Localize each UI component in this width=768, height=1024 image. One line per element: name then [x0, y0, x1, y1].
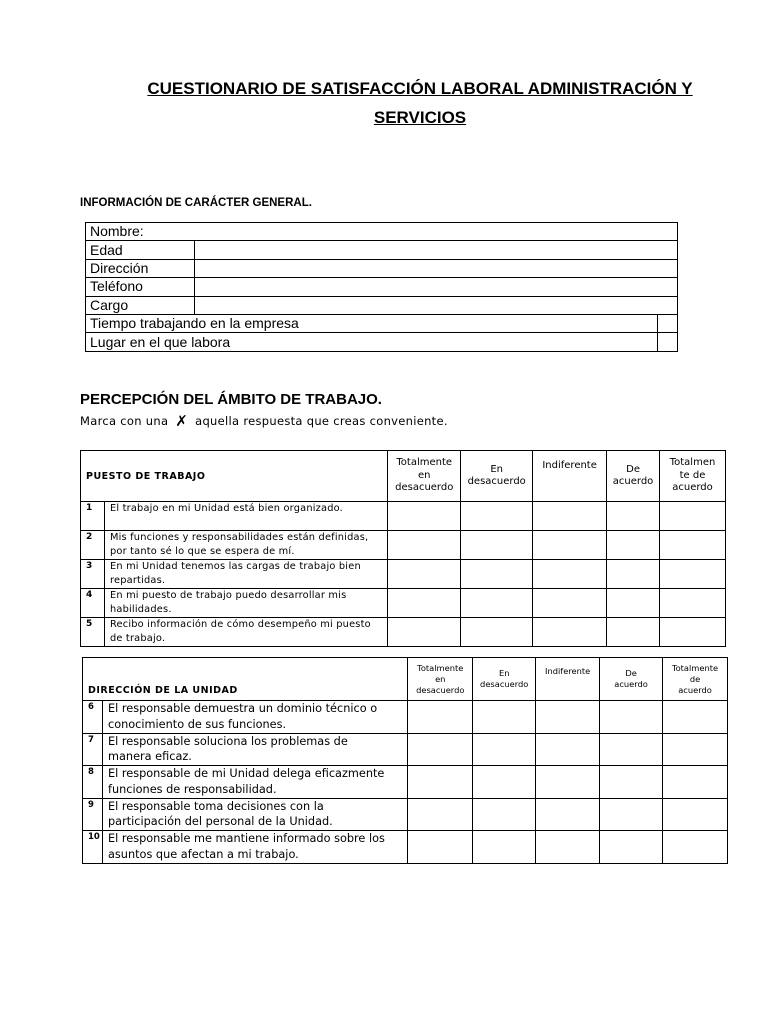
answer-cell[interactable]	[607, 531, 660, 560]
answer-cell[interactable]	[408, 798, 473, 831]
item-text: El responsable demuestra un dominio técnico o conocimiento de sus funciones.	[102, 701, 407, 734]
table-row	[81, 618, 726, 647]
item-number: 3	[81, 560, 105, 589]
answer-cell[interactable]	[660, 589, 726, 618]
field-direccion-value[interactable]	[195, 259, 678, 277]
item-number: 4	[81, 589, 105, 618]
item-number: 7	[83, 733, 103, 766]
item-number: 9	[83, 798, 103, 831]
answer-cell[interactable]	[388, 589, 461, 618]
answer-cell[interactable]	[607, 589, 660, 618]
field-nombre: Nombre:	[86, 223, 678, 241]
table-row	[83, 733, 728, 766]
instruction-before: Marca con una	[80, 414, 169, 428]
answer-cell[interactable]	[408, 831, 473, 864]
field-edad-label: Edad	[86, 241, 195, 259]
answer-cell[interactable]	[533, 502, 607, 531]
answer-cell[interactable]	[536, 701, 600, 734]
general-info-heading: INFORMACIÓN DE CARÁCTER GENERAL.	[80, 197, 312, 209]
table-row	[83, 766, 728, 799]
field-tiempo-value[interactable]	[658, 314, 678, 332]
instruction-text	[80, 414, 448, 428]
answer-cell[interactable]	[533, 589, 607, 618]
item-text: En mi puesto de trabajo puedo desarrollar mis habilidades.	[104, 589, 387, 618]
item-text: El responsable de mi Unidad delega eficazmente funciones de responsabilidad.	[102, 766, 407, 799]
direccion-section-title: DIRECCIÓN DE LA UNIDAD	[83, 658, 408, 701]
answer-cell[interactable]	[600, 701, 663, 734]
direccion-col-header: Totalmente en desacuerdo	[408, 658, 473, 701]
item-number: 10	[83, 831, 103, 864]
perception-heading: PERCEPCIÓN DEL ÁMBITO DE TRABAJO.	[80, 391, 382, 408]
item-number: 6	[83, 701, 103, 734]
item-text: El responsable toma decisiones con la participación del personal de la Unidad.	[102, 798, 407, 831]
answer-cell[interactable]	[536, 798, 600, 831]
table-row	[81, 589, 726, 618]
field-telefono-value[interactable]	[195, 278, 678, 296]
puesto-section-title: PUESTO DE TRABAJO	[81, 451, 388, 502]
answer-cell[interactable]	[660, 502, 726, 531]
answer-cell[interactable]	[607, 502, 660, 531]
answer-cell[interactable]	[461, 502, 533, 531]
answer-cell[interactable]	[600, 798, 663, 831]
answer-cell[interactable]	[408, 701, 473, 734]
answer-cell[interactable]	[607, 618, 660, 647]
item-number: 1	[81, 502, 105, 531]
document-title-line-1: CUESTIONARIO DE SATISFACCIÓN LABORAL ADMINISTRACIÓN Y	[147, 79, 693, 98]
puesto-col-header: Totalmente en desacuerdo	[388, 451, 461, 502]
answer-cell[interactable]	[536, 766, 600, 799]
direccion-table	[82, 657, 728, 864]
answer-cell[interactable]	[388, 502, 461, 531]
answer-cell[interactable]	[461, 618, 533, 647]
answer-cell[interactable]	[473, 798, 536, 831]
answer-cell[interactable]	[600, 733, 663, 766]
table-row	[83, 831, 728, 864]
instruction-after: aquella respuesta que creas conveniente.	[195, 414, 448, 428]
table-row	[83, 798, 728, 831]
field-direccion-label: Dirección	[86, 259, 195, 277]
answer-cell[interactable]	[473, 766, 536, 799]
item-number: 8	[83, 766, 103, 799]
item-text: El responsable me mantiene informado sobre los asuntos que afectan a mi trabajo.	[102, 831, 407, 864]
answer-cell[interactable]	[461, 531, 533, 560]
item-text: Mis funciones y responsabilidades están definidas, por tanto sé lo que se espera de mí.	[104, 531, 387, 560]
item-number: 5	[81, 618, 105, 647]
answer-cell[interactable]	[461, 560, 533, 589]
answer-cell[interactable]	[473, 701, 536, 734]
answer-cell[interactable]	[663, 733, 728, 766]
field-cargo-value[interactable]	[195, 296, 678, 314]
answer-cell[interactable]	[388, 531, 461, 560]
answer-cell[interactable]	[607, 560, 660, 589]
table-row	[81, 502, 726, 531]
puesto-table	[80, 450, 726, 647]
puesto-col-header: Totalmen te de acuerdo	[660, 451, 726, 502]
answer-cell[interactable]	[663, 831, 728, 864]
answer-cell[interactable]	[388, 560, 461, 589]
answer-cell[interactable]	[660, 560, 726, 589]
answer-cell[interactable]	[388, 618, 461, 647]
table-row	[81, 531, 726, 560]
document-title-line-2: SERVICIOS	[373, 108, 467, 127]
direccion-col-header: Totalmente de acuerdo	[663, 658, 728, 701]
item-text: El trabajo en mi Unidad está bien organizado.	[104, 502, 387, 531]
field-lugar-value[interactable]	[658, 333, 678, 351]
answer-cell[interactable]	[600, 766, 663, 799]
answer-cell[interactable]	[660, 531, 726, 560]
answer-cell[interactable]	[536, 733, 600, 766]
answer-cell[interactable]	[408, 766, 473, 799]
answer-cell[interactable]	[533, 560, 607, 589]
item-text: En mi Unidad tenemos las cargas de trabajo bien repartidas.	[104, 560, 387, 589]
field-lugar-label: Lugar en el que labora	[86, 333, 658, 351]
item-text: El responsable soluciona los problemas de manera eficaz.	[102, 733, 407, 766]
answer-cell[interactable]	[536, 831, 600, 864]
item-number: 2	[81, 531, 105, 560]
answer-cell[interactable]	[663, 798, 728, 831]
puesto-col-header: En desacuerdo	[461, 451, 533, 502]
direccion-col-header: De acuerdo	[600, 658, 663, 701]
answer-cell[interactable]	[461, 589, 533, 618]
table-row	[81, 560, 726, 589]
answer-cell[interactable]	[663, 701, 728, 734]
answer-cell[interactable]	[473, 733, 536, 766]
general-info-table	[85, 222, 678, 352]
puesto-col-header: Indiferente	[533, 451, 607, 502]
field-tiempo-label: Tiempo trabajando en la empresa	[86, 314, 658, 332]
answer-cell[interactable]	[408, 733, 473, 766]
answer-cell[interactable]	[660, 618, 726, 647]
answer-cell[interactable]	[600, 831, 663, 864]
field-telefono-label: Teléfono	[86, 278, 195, 296]
field-cargo-label: Cargo	[86, 296, 195, 314]
field-edad-value[interactable]	[195, 241, 678, 259]
answer-cell[interactable]	[663, 766, 728, 799]
direccion-col-header: Indiferente	[536, 658, 600, 701]
direccion-col-header: En desacuerdo	[473, 658, 536, 701]
puesto-col-header: De acuerdo	[607, 451, 660, 502]
x-mark-icon: ✗	[175, 412, 189, 430]
answer-cell[interactable]	[533, 618, 607, 647]
item-text: Recibo información de cómo desempeño mi puesto de trabajo.	[104, 618, 387, 647]
answer-cell[interactable]	[533, 531, 607, 560]
answer-cell[interactable]	[473, 831, 536, 864]
table-row	[83, 701, 728, 734]
